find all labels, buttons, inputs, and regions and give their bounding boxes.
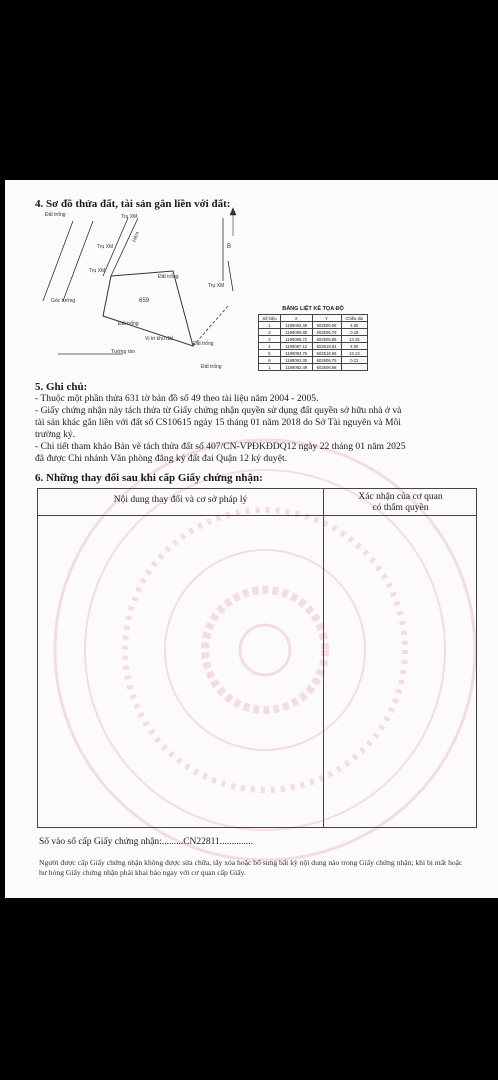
map-label-tru-xm: Trụ XM: [208, 283, 225, 289]
coordinate-table-title: BẢNG LIỆT KÊ TỌA ĐỘ: [282, 306, 344, 312]
note-line: tài sản khác gắn liền với đất số CS10615 ngày 15 tháng 01 năm 2018 do Sở Tài nguyên và Môi: [35, 417, 401, 428]
coord-row: 3 1199095.72 602506.86 13.15: [259, 336, 368, 343]
changes-table: [37, 488, 477, 828]
section6-title: 6. Những thay đổi sau khi cấp Giấy chứng nhận:: [35, 472, 263, 484]
map-label-tru-xm: Trụ XM: [89, 268, 106, 274]
map-label-goc-tuong: Góc tường: [51, 298, 76, 304]
coord-header: Số hiệu: [259, 315, 281, 322]
authority-header-line: Xác nhận của cơ quan: [358, 492, 443, 502]
authority-header-line: có thẩm quyền: [372, 503, 429, 513]
coord-header: Y: [312, 315, 341, 322]
map-label-tru-xm: Trụ XM: [97, 244, 114, 250]
note-line: đã được Chi nhánh Văn phòng đăng ký đất đai Quận 12 ký duyệt.: [35, 453, 288, 464]
map-label-hem: Hẻm: [131, 231, 141, 243]
coord-row: 5 1199083.76 602516.66 13.13: [259, 350, 368, 357]
map-label-vi-tri: Vị trí khu đất: [145, 336, 174, 342]
note-line: - Chi tiết tham khảo Bản vẽ tách thửa đất số 407/CN-VPĐKĐDQ12 ngày 22 tháng 01 năm 2025: [35, 441, 406, 452]
certificate-page: [5, 180, 498, 898]
map-label-dat-trong: Đất trống: [201, 364, 222, 370]
map-label-dat-trong: Đất trống: [193, 341, 214, 347]
section5-notes: [35, 393, 475, 465]
footer-warning: Người được cấp Giấy chứng nhận không được sửa chữa, tẩy xóa hoặc bổ sung bất kỳ nội dung nào trong Giấy chứng nhận; khi bị mất hoặc hư hỏng Giấy chứng nhận phải khai báo ngay với cơ quan cấp Giấy.: [39, 858, 463, 877]
section5-title: 5. Ghi chú:: [35, 381, 88, 393]
map-label-tuong-rao: Tường rào: [111, 349, 135, 355]
note-line: trường ký.: [35, 429, 76, 440]
north-label: B: [227, 244, 232, 250]
coord-header: X: [280, 315, 312, 322]
table-header-divider: [38, 515, 476, 516]
authority-confirmation-header: [323, 492, 478, 514]
coord-row: 1 1199092.49 602500.08 4.00: [259, 322, 368, 329]
table-column-divider: [323, 489, 324, 827]
coord-header: Chiều dài: [341, 315, 367, 322]
coord-row: 1 1199092.49 602506.68: [259, 364, 368, 371]
map-label-dat-trong: Đất trống: [45, 212, 66, 218]
changes-content-header: Nội dung thay đổi và cơ sở pháp lý: [113, 495, 248, 505]
map-label-dat-trong: Đất trống: [158, 274, 179, 280]
parcel-map: [33, 206, 453, 386]
parcel-sketch: [33, 206, 453, 386]
map-label-tru-xm: Trụ XM: [121, 214, 138, 220]
coord-row: 6 1199092.30 602506.75 0.21: [259, 357, 368, 364]
coordinate-table: [258, 306, 368, 371]
note-line: - Thuộc một phần thửa 631 tờ bản đồ số 49 theo tài liệu năm 2004 - 2005.: [35, 393, 319, 404]
map-label-dat-trong: Đất trống: [118, 321, 139, 327]
registration-number: Số vào sổ cấp Giấy chứng nhận:.........CN22811..............: [39, 837, 254, 847]
section4-title: 4. Sơ đồ thửa đất, tài sản gắn liền với đất:: [35, 198, 231, 210]
note-line: - Giấy chứng nhận này tách thửa từ Giấy chứng nhận quyền sử dụng đất quyền sở hữu nhà ở và: [35, 405, 402, 416]
coord-row: 4 1199087.12 602518.84 4.00: [259, 343, 368, 350]
coord-row: 2 1199095.85 602506.76 0.18: [259, 329, 368, 336]
map-label-parcel: 659: [139, 298, 150, 304]
